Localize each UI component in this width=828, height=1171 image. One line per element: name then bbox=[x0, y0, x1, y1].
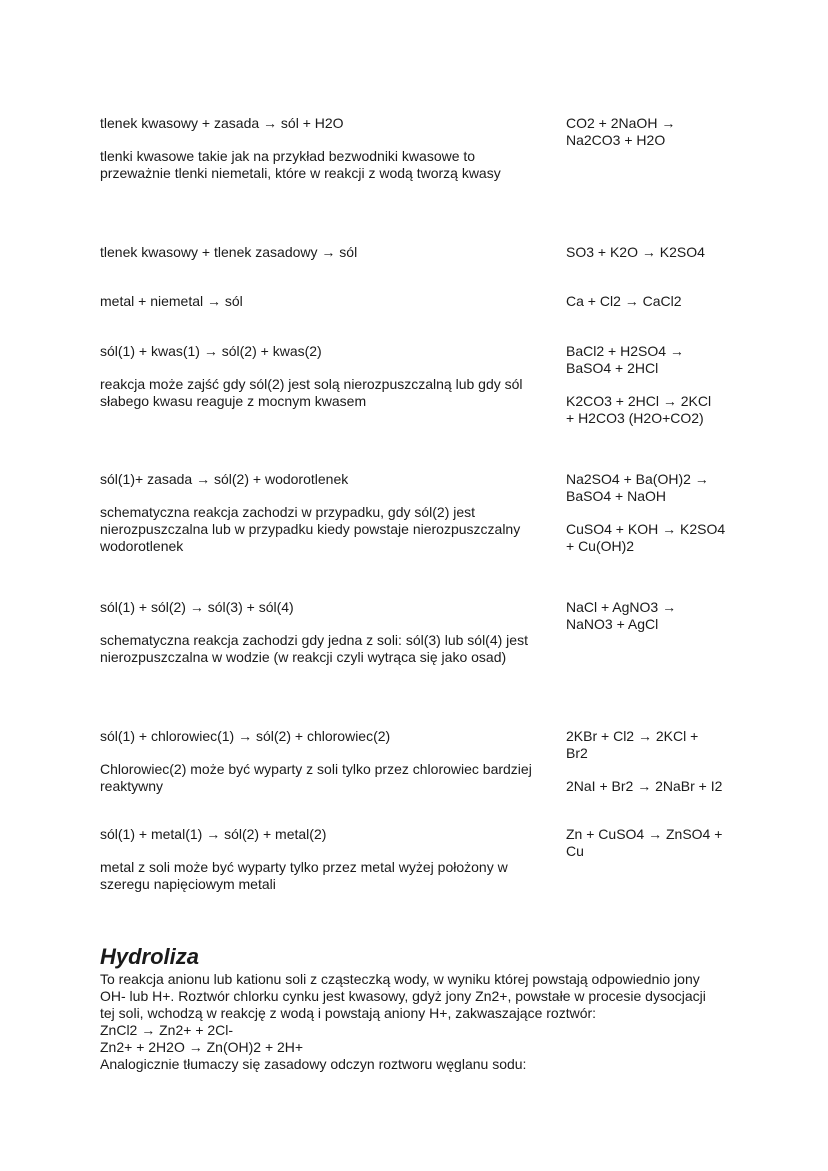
reaction-example: Ca + Cl2 → CaCl2 bbox=[566, 293, 682, 309]
reaction-example: K2CO3 + 2HCl → 2KCl + H2CO3 (H2O+CO2) bbox=[566, 393, 712, 426]
reaction-example: CuSO4 + KOH → K2SO4 + Cu(OH)2 bbox=[566, 521, 726, 554]
reaction-rule: sól(1)+ zasada → sól(2) + wodorotlenek bbox=[100, 471, 349, 487]
reaction-example: CO2 + 2NaOH → Na2CO3 + H2O bbox=[566, 115, 676, 148]
reaction-description: reakcja może zajść gdy sól(2) jest solą nierozpuszczalną lub gdy sól słabego kwasu reaguje z mocnym kwasem bbox=[100, 376, 523, 409]
reaction-description: tlenki kwasowe takie jak na przykład bezwodniki kwasowe to przeważnie tlenki niemetali, które w reakcji z wodą tworzą kwasy bbox=[100, 148, 501, 181]
reaction-rule: sól(1) + kwas(1) → sól(2) + kwas(2) bbox=[100, 343, 322, 359]
section-heading: Hydroliza bbox=[100, 944, 200, 969]
section-paragraph: To reakcja anionu lub kationu soli z cząsteczką wody, w wyniku której powstają odpowiednio jony OH- lub H+. Roztwór chlorku cynku jest kwasowy, gdyż jony Zn2+, powstałe w procesie dysocjacji tej soli, wchodzą w reakcję z wodą i powstają aniony H+, zakwaszające roztwór: ZnCl2 → Zn2+ + 2Cl- Zn2+ + 2H2O → Zn(OH)2 + 2H+ Analogicznie tłumaczy się zasadowy odczyn roztworu węglanu sodu: bbox=[100, 971, 706, 1072]
reaction-rule: sól(1) + sól(2) → sól(3) + sól(4) bbox=[100, 599, 294, 615]
reaction-example: BaCl2 + H2SO4 → BaSO4 + 2HCl bbox=[566, 343, 684, 376]
reaction-description: schematyczna reakcja zachodzi w przypadku, gdy sól(2) jest nierozpuszczalna lub w przypadku kiedy powstaje nierozpuszczalny wodorotlenek bbox=[100, 504, 521, 554]
reaction-example: 2NaI + Br2 → 2NaBr + I2 bbox=[566, 778, 723, 794]
reaction-example: Na2SO4 + Ba(OH)2 → BaSO4 + NaOH bbox=[566, 471, 709, 504]
reaction-example: 2KBr + Cl2 → 2KCl + Br2 bbox=[566, 728, 699, 761]
reaction-example: SO3 + K2O → K2SO4 bbox=[566, 244, 705, 260]
reaction-rule: tlenek kwasowy + tlenek zasadowy → sól bbox=[100, 244, 358, 260]
reaction-rule: sól(1) + metal(1) → sól(2) + metal(2) bbox=[100, 826, 327, 842]
reaction-example: NaCl + AgNO3 → NaNO3 + AgCl bbox=[566, 599, 677, 632]
reaction-rule: tlenek kwasowy + zasada → sól + H2O bbox=[100, 115, 344, 131]
reaction-example: Zn + CuSO4 → ZnSO4 + Cu bbox=[566, 826, 723, 859]
reaction-description: metal z soli może być wyparty tylko przez metal wyżej położony w szeregu napięciowym metali bbox=[100, 859, 508, 892]
reaction-rule: metal + niemetal → sól bbox=[100, 293, 243, 309]
reaction-description: Chlorowiec(2) może być wyparty z soli tylko przez chlorowiec bardziej reaktywny bbox=[100, 761, 532, 794]
reaction-rule: sól(1) + chlorowiec(1) → sól(2) + chlorowiec(2) bbox=[100, 728, 391, 744]
reaction-description: schematyczna reakcja zachodzi gdy jedna z soli: sól(3) lub sól(4) jest nierozpuszczalna w wodzie (w reakcji czyli wytrąca się jako osad) bbox=[100, 632, 528, 665]
